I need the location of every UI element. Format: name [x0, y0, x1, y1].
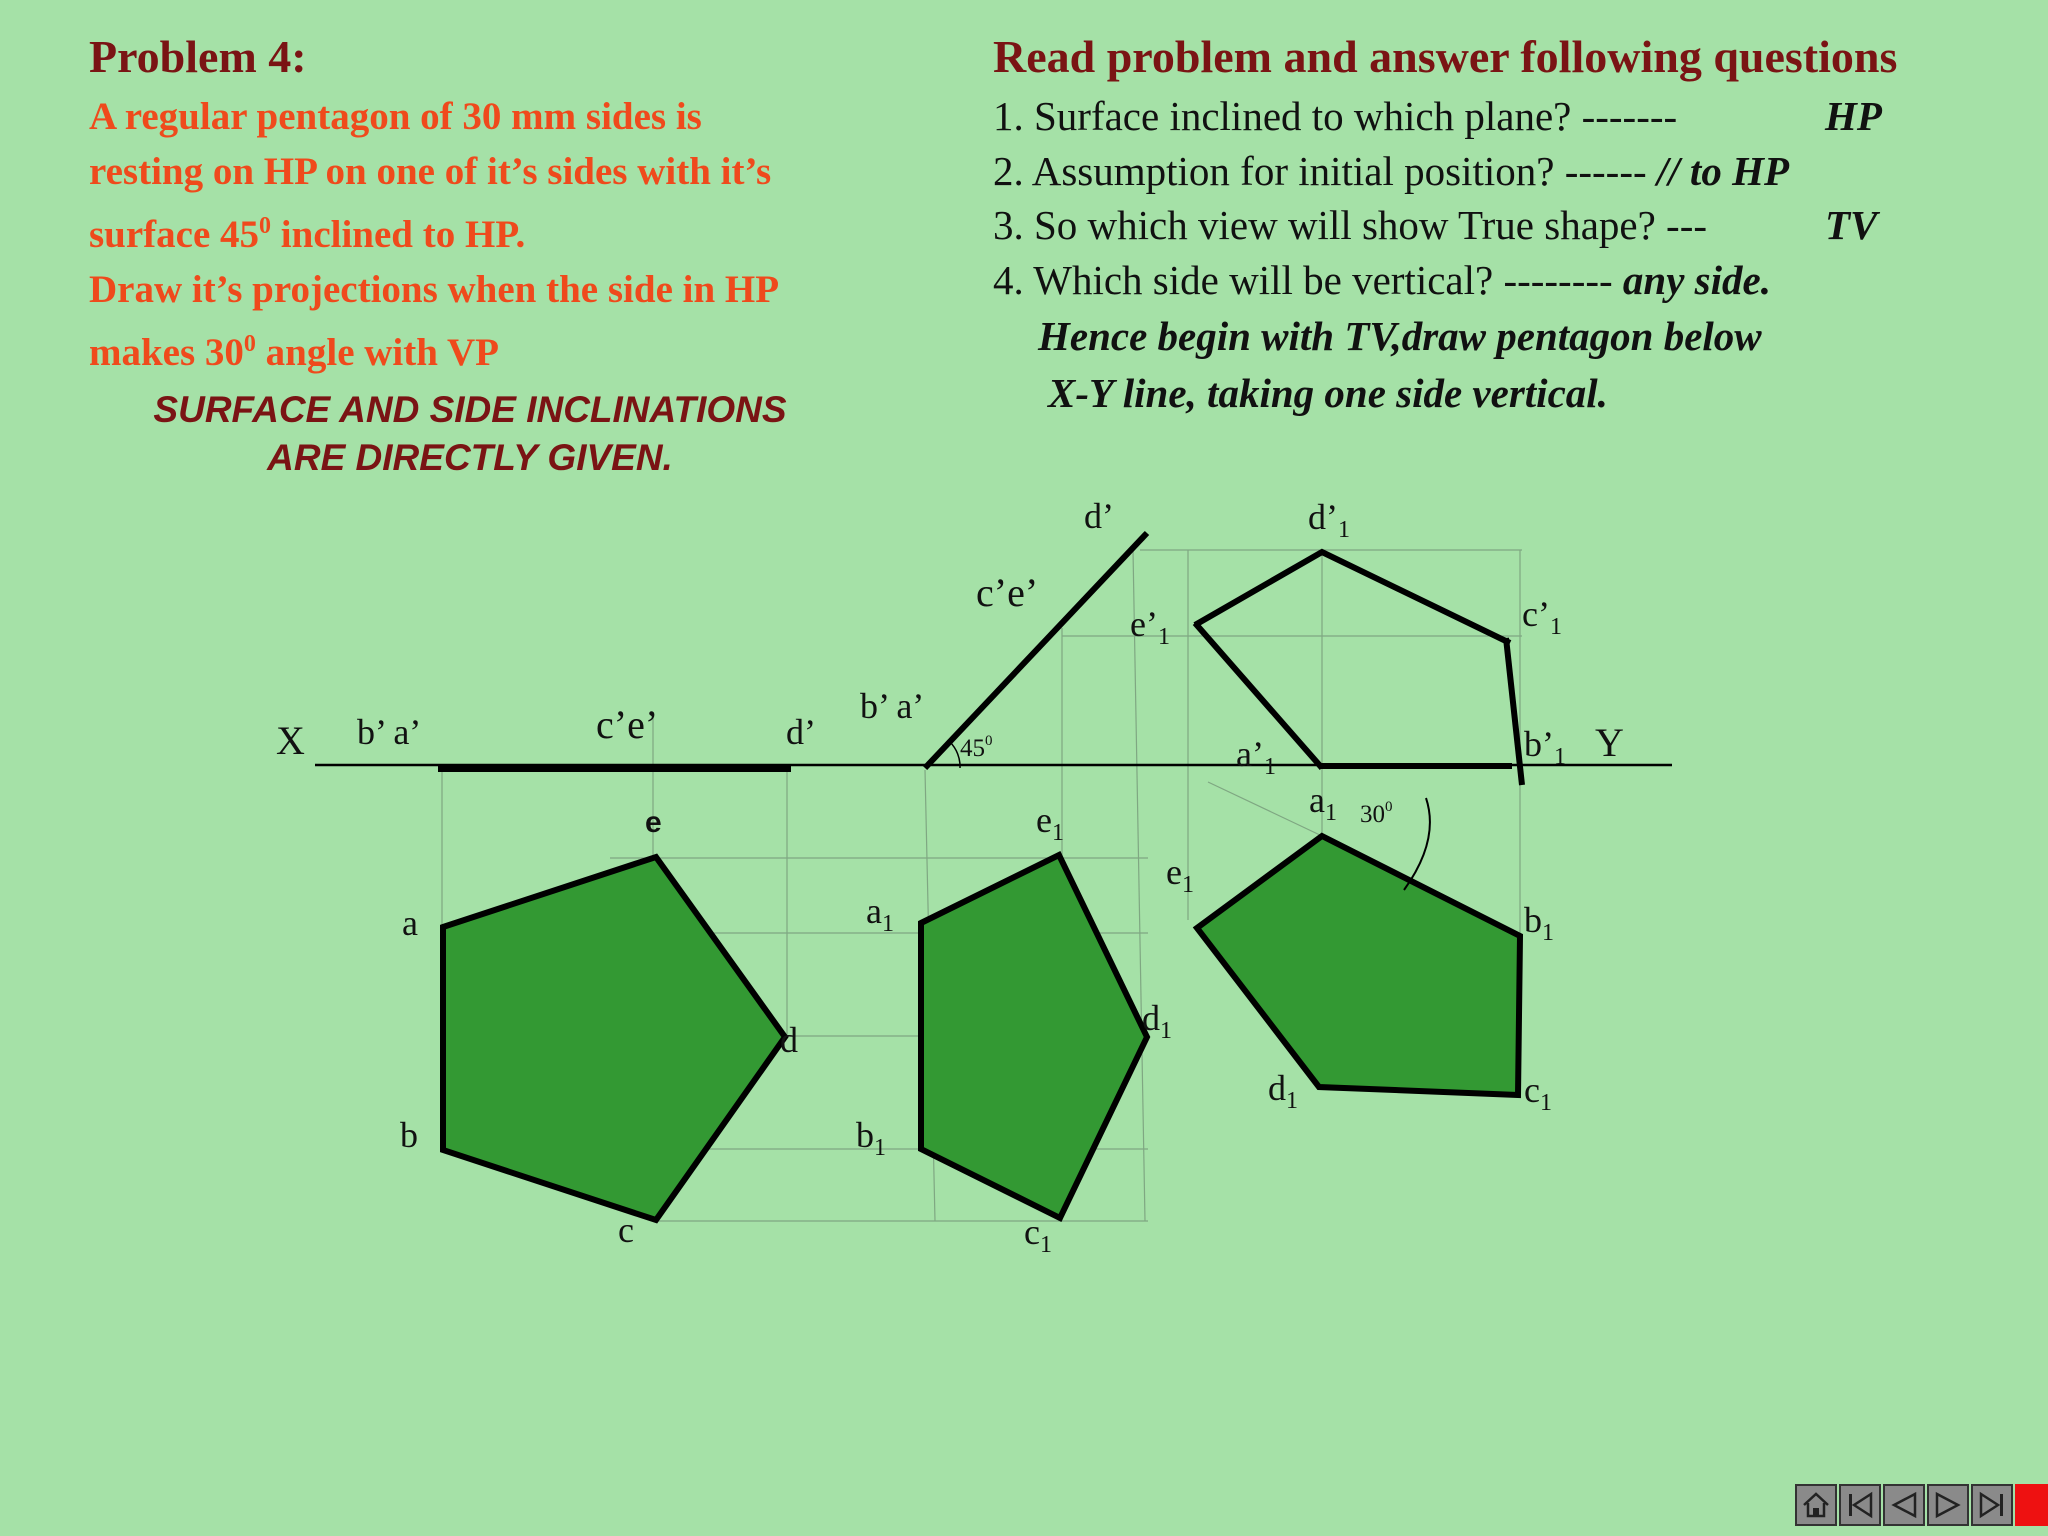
tv2-d-letter: d [1142, 998, 1160, 1038]
tv3-e-letter: e [1166, 852, 1182, 892]
fv3-d1-letter: d’ [1308, 497, 1338, 537]
hence-line-1: Hence begin with TV,draw pentagon below [1038, 313, 1762, 359]
answer-4: any side. [1622, 257, 1771, 303]
tv3-b-letter: b [1524, 900, 1542, 940]
tv2-e-letter: e [1036, 800, 1052, 840]
tv1-c-label: c [618, 1210, 634, 1250]
tv2-a-sub: 1 [881, 911, 894, 937]
previous-icon [1889, 1490, 1919, 1520]
last-slide-button[interactable] [1971, 1484, 2013, 1526]
fv3-d1-sub: 1 [1338, 517, 1350, 543]
note-line-1: SURFACE AND SIDE INCLINATIONS [153, 389, 787, 430]
question-3-text: 3. So which view will show True shape? --- [993, 202, 1708, 248]
previous-slide-button[interactable] [1883, 1484, 1925, 1526]
fv1-d-label: d’ [786, 712, 816, 752]
fv2-d-label: d’ [1084, 496, 1114, 536]
tv3-c-letter: c [1524, 1070, 1540, 1110]
answer-2: // to HP [1656, 148, 1789, 194]
home-button[interactable] [1795, 1484, 1837, 1526]
problem-line-3b: inclined to HP. [280, 213, 526, 256]
tv3-c-label [1524, 1070, 1552, 1116]
problem-line-5a: makes 30 [89, 331, 244, 374]
fv3-b1-letter: b’ [1524, 724, 1554, 764]
tv3-c-sub: 1 [1539, 1090, 1552, 1116]
question-2-text: 2. Assumption for initial position? ------ [993, 148, 1647, 194]
problem-line-3a: surface 45 [89, 213, 260, 256]
fv3-c1-letter: c’ [1522, 594, 1550, 634]
fv1-ba-label: b’ a’ [357, 712, 422, 752]
tv3-e-label [1166, 852, 1194, 898]
questions-title: Read problem and answer following questions [993, 31, 1898, 82]
fv2-ba-label: b’ a’ [860, 686, 925, 726]
front-view-2-edge [925, 533, 1147, 768]
first-slide-button[interactable] [1839, 1484, 1881, 1526]
fv3-e1-letter: e’ [1130, 604, 1158, 644]
question-4-text: 4. Which side will be vertical? -------- [993, 257, 1613, 303]
angle-30-label [1360, 799, 1393, 828]
tv3-d-label [1268, 1068, 1298, 1114]
tv1-b-label: b [400, 1115, 418, 1155]
problem-line-5b: angle with VP [265, 331, 499, 374]
tv3-e-sub: 1 [1181, 872, 1194, 898]
tv3-a-letter: a [1309, 780, 1325, 820]
tv3-b-sub: 1 [1542, 920, 1554, 946]
superscript-degree: 0 [259, 213, 272, 239]
note-line-2: ARE DIRECTLY GIVEN. [267, 437, 673, 478]
problem-title: Problem 4: [89, 31, 307, 82]
fv1-ce-label: c’e’ [596, 702, 659, 747]
first-icon [1845, 1490, 1875, 1520]
tv3-d-letter: d [1268, 1068, 1286, 1108]
tv2-c-label [1024, 1212, 1052, 1258]
angle-45-label [960, 733, 993, 762]
tv1-d-label: d [780, 1020, 798, 1060]
tv3-a-sub: 1 [1324, 800, 1337, 826]
answer-3: TV [1825, 202, 1878, 248]
front-view-3-top-edges [1195, 552, 1510, 643]
problem-line-2: resting on HP on one of it’s sides with it’s [89, 149, 772, 193]
answer-1: HP [1825, 93, 1882, 139]
angle-45-value: 45 [960, 735, 985, 762]
fv3-a1-label [1236, 734, 1276, 780]
problem-line-4: Draw it’s projections when the side in HP [89, 267, 780, 311]
home-icon [1801, 1490, 1831, 1520]
tv1-a-label: a [402, 903, 418, 943]
tv2-d-label [1142, 998, 1172, 1044]
question-1-text: 1. Surface inclined to which plane? ------- [993, 93, 1678, 139]
tv2-b-label [856, 1115, 886, 1161]
y-label: Y [1595, 720, 1624, 765]
tv2-c-letter: c [1024, 1212, 1040, 1252]
fv2-ce-label: c’e’ [976, 570, 1039, 615]
last-icon [1977, 1490, 2007, 1520]
next-slide-button[interactable] [1927, 1484, 1969, 1526]
fv3-e1-label [1130, 604, 1170, 650]
superscript-degree: 0 [243, 331, 256, 357]
next-icon [1933, 1490, 1963, 1520]
x-label: X [276, 718, 305, 763]
tv2-e-sub: 1 [1051, 820, 1064, 846]
fv3-b1-label [1524, 724, 1566, 770]
hence-line-2: X-Y line, taking one side vertical. [1048, 370, 1608, 416]
angle-45-sup: 0 [985, 733, 993, 749]
top-view-1-pentagon [443, 857, 785, 1220]
tv2-b-sub: 1 [874, 1135, 886, 1161]
fv3-b1-sub: 1 [1554, 744, 1566, 770]
fv3-a1-letter: a’ [1236, 734, 1264, 774]
tv2-b-letter: b [856, 1115, 874, 1155]
top-view-2-pentagon [921, 855, 1147, 1218]
tv3-a-label [1309, 780, 1337, 826]
tv2-e-label [1036, 800, 1064, 846]
problem-line-1: A regular pentagon of 30 mm sides is [89, 95, 702, 138]
tv3-b-label [1524, 900, 1554, 946]
angle-30-value: 30 [1360, 801, 1385, 828]
fv3-d1-label [1308, 497, 1350, 543]
tv1-e-label: e [645, 806, 662, 839]
fv3-e1-sub: 1 [1157, 624, 1170, 650]
tv3-d-sub: 1 [1286, 1088, 1298, 1114]
fv3-c1-sub: 1 [1549, 614, 1562, 640]
tv2-a-label [866, 891, 894, 937]
end-show-button[interactable] [2015, 1484, 2048, 1526]
top-view-3-pentagon [1197, 836, 1520, 1095]
fv3-c1-label [1522, 594, 1562, 640]
tv2-c-sub: 1 [1039, 1232, 1052, 1258]
tv2-d-sub: 1 [1160, 1018, 1172, 1044]
angle-30-sup: 0 [1385, 799, 1393, 815]
fv3-a1-sub: 1 [1263, 754, 1276, 780]
slide-navigation [1795, 1484, 2048, 1526]
tv2-a-letter: a [866, 891, 882, 931]
